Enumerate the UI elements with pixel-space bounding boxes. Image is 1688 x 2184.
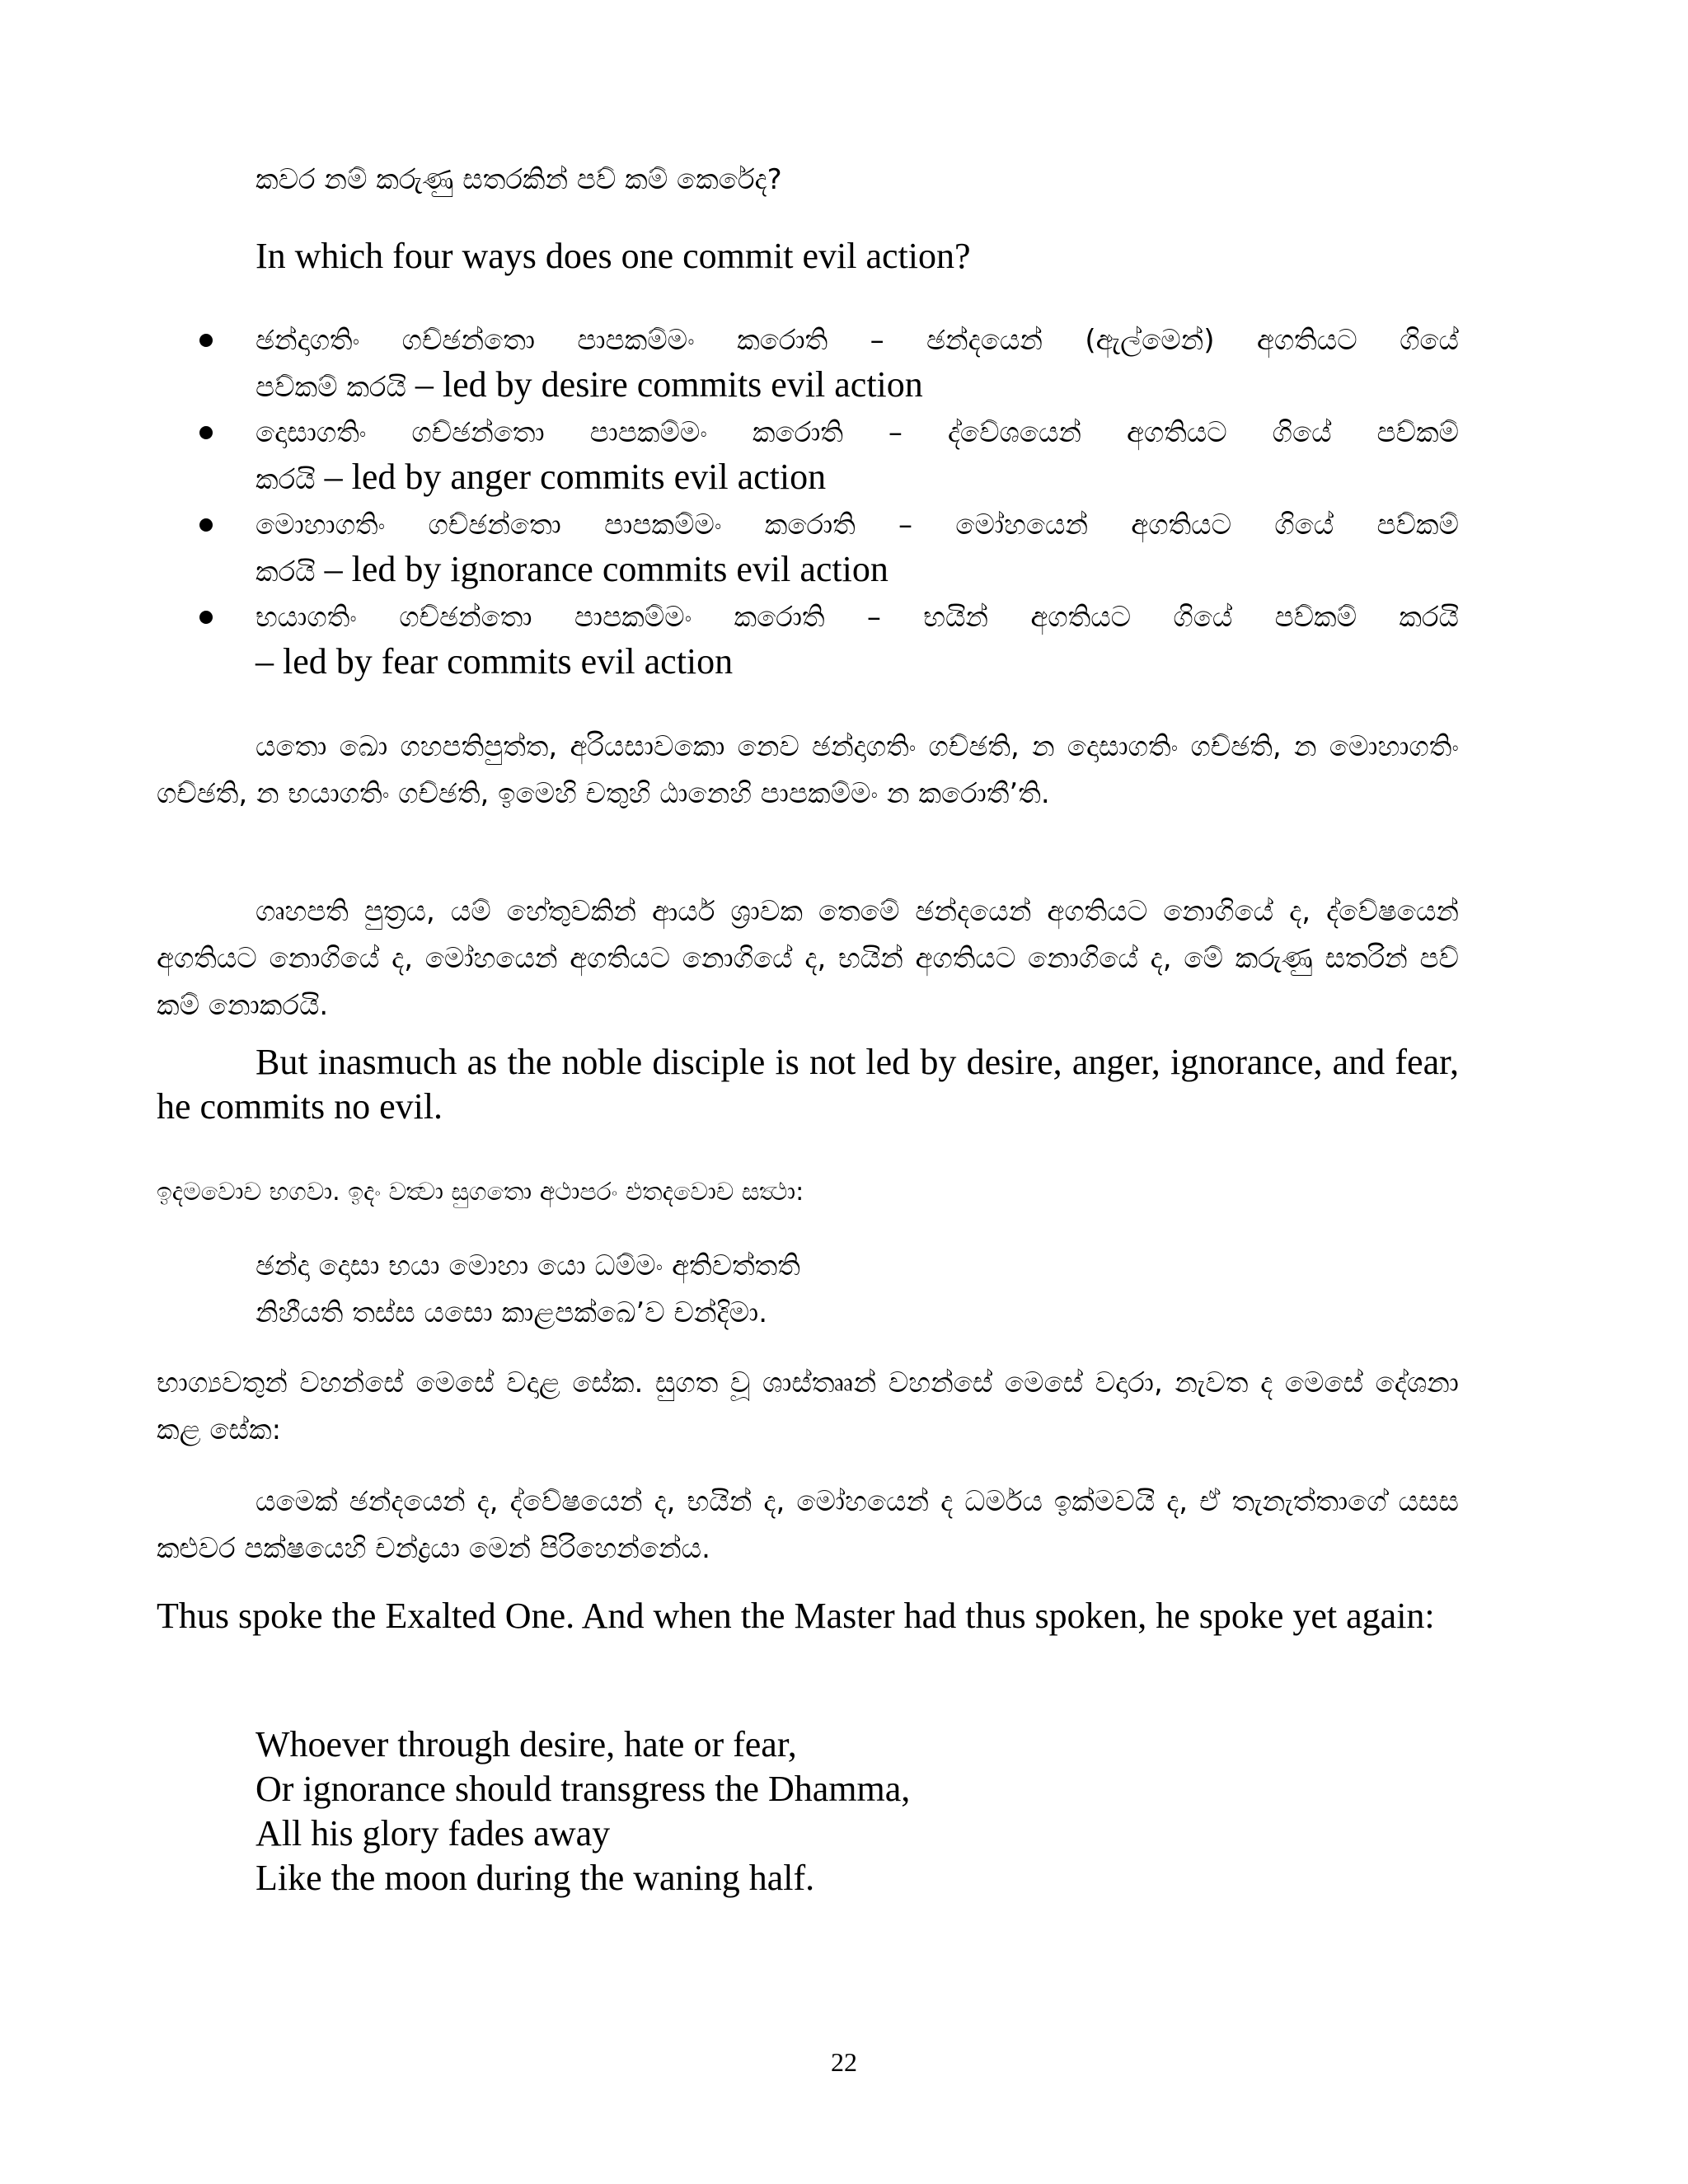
bullet-dot-icon [199,611,213,624]
bullet-sinhala-tail: පව්කම් කරයි [256,371,406,404]
bullet-sinhala: දොසාගතිං ගච්ඡන්තො පාපකම්මං කරොති – ද්වේශයෙන් අගතියට ගියේ පව්කම් [256,416,1459,449]
english-verse-line: Whoever through desire, hate or fear, [256,1724,797,1765]
bullet-dot-icon [199,518,213,532]
bullet-continuation [256,363,1459,405]
english-verse-line: All his glory fades away [256,1813,611,1854]
bullet-sinhala: භයාගතිං ගච්ඡන්තො පාපකම්මං කරොති – භයින් අගතියට ගියේ පව්කම් කරයි [256,601,1459,634]
bullet-item-anger [157,410,1459,502]
bullet-continuation [256,456,1459,498]
english-verse [256,1722,1459,1900]
bullet-dot-icon [199,334,213,347]
question-sinhala: කවර නම් කරුණු සතරකින් පව් කම් කෙරේද? [256,163,782,196]
bullet-item-fear [157,594,1459,687]
bullet-english: – led by fear commits evil action [256,641,734,682]
bullet-english: – led by desire commits evil action [406,364,923,405]
bullet-english: – led by ignorance commits evil action [315,549,889,589]
bullet-item-desire [157,317,1459,410]
pali-verse [256,1243,1459,1337]
bullet-list [157,317,1459,687]
pali-verse-intro: ඉදමවොච භගවා. ඉදං වත්‍වා සුගතො අථාපරං එතදවොච සත්‍ථා: [157,1178,804,1207]
english-paragraph: But inasmuch as the noble disciple is not led by desire, anger, ignorance, and fear, he commits no evil. [157,1042,1459,1127]
bullet-dot-icon [199,426,213,439]
sinhala-verse-intro: භාග්‍යවතුන් වහන්සේ මෙසේ වදාළ සේක. සුගත වූ ශාස්තෲන් වහන්සේ මෙසේ වදාරා, නැවත ද මෙසේ දේශනා කළ සේක: [157,1366,1459,1446]
bullet-item-ignorance [157,502,1459,594]
bullet-sinhala-tail: කරයි [256,463,316,496]
sinhala-verse: යමෙක් ඡන්දයෙන් ද, ද්වේෂයෙන් ද, භයින් ද, මෝහයෙන් ද ධර්මය ඉක්මවයි ද, ඒ තැනැත්තාගේ යසස කළුවර පක්ෂයෙහි චන්ද්‍රයා මෙන් පිරිහෙන්නේය. [157,1485,1459,1565]
bullet-continuation [256,640,1459,682]
bullet-sinhala-tail: කරයි [256,555,316,588]
pali-verse-line: ඡන්දා දොසා භයා මොහා යො ධම්මං අතිවත්තති [256,1249,800,1282]
sinhala-paragraph: ගෘහපති පුත්‍රය, යම් හේතුවකින් ආර්ය ශ්‍රාවක තෙමේ ඡන්දයෙන් අගතියට නොගියේ ද, ද්වේෂයෙන් අගතියට නොගියේ ද, මෝහයෙන් අගතියට නොගියේ ද, භයින් අගතියට නොගියේ ද, මේ කරුණු සතරින් පව් කම් නොකරයි. [157,895,1459,1022]
pali-paragraph: යතො ඛො ගහපතිපුත්ත, අරියසාවකො නෙව ඡන්දාගතිං ගච්ඡති, න දොසාගතිං ගච්ඡති, න මොහාගතිං ගච්ඡති, න භයාගතිං ගච්ඡති, ඉමෙහි චතුහි ඨානෙහි පාපකම්මං න කරොතී’ති. [157,730,1459,810]
bullet-continuation [256,548,1459,590]
bullet-english: – led by anger commits evil action [315,457,827,497]
page-number: 22 [831,2047,857,2077]
bullet-sinhala: මොහාගතිං ගච්ඡන්තො පාපකම්මං කරොති – මෝහයෙන් අගතියට ගියේ පව්කම් [256,509,1459,541]
english-verse-line: Or ignorance should transgress the Dhamma, [256,1769,911,1809]
bullet-sinhala: ඡන්දාගතිං ගච්ඡන්තො පාපකම්මං කරොති – ඡන්දයෙන් (ඇල්මෙන්) අගතියට ගියේ [256,324,1459,357]
question-english: In which four ways does one commit evil action? [256,236,971,276]
english-verse-intro: Thus spoke the Exalted One. And when the Master had thus spoken, he spoke yet again: [157,1596,1435,1636]
pali-verse-line: නිහීයති තස්ස යසො කාළපක්ඛෙ’ව චන්දිමා. [256,1296,768,1329]
english-verse-line: Like the moon during the waning half. [256,1858,815,1898]
